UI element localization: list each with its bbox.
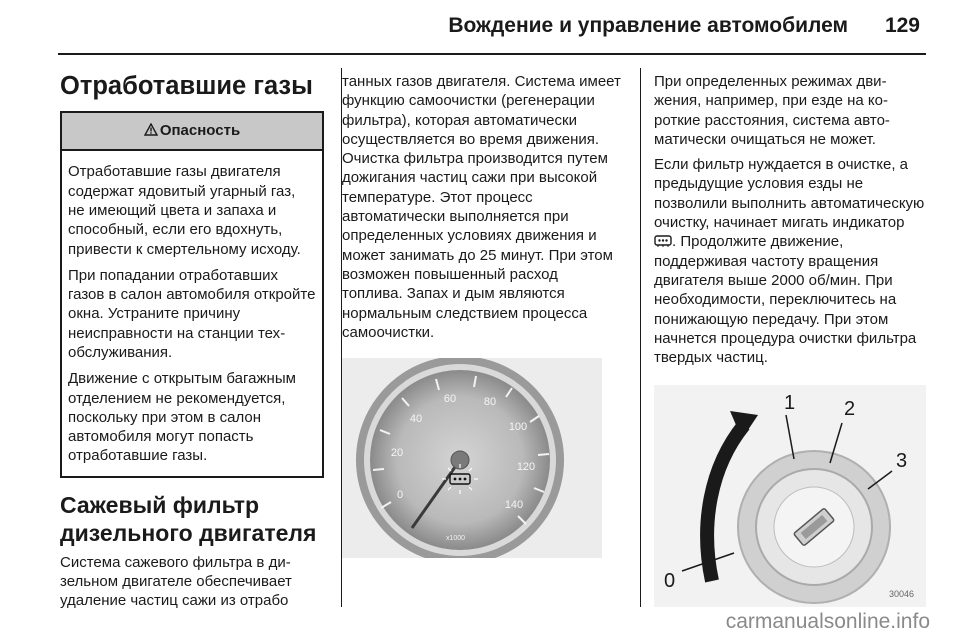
- column-3: [654, 72, 926, 607]
- gauge-tick-label: 100: [508, 421, 528, 434]
- watermark: carmanualsonline.info: [725, 610, 930, 633]
- body-text: Если фильтр нуждается в очистке, а предыдущие условия езды не позволили выполнить автоматическую очистку, начинает мигать индикатор: [654, 156, 925, 232]
- warning-triangle-icon: [144, 122, 158, 139]
- tachometer-illustration: [342, 358, 602, 558]
- danger-header: [62, 113, 322, 151]
- subsection-title: Сажевый фильтр дизельного двигателя: [60, 491, 317, 546]
- gauge-tick-label: 0: [396, 489, 404, 502]
- column-divider-2: [640, 68, 641, 607]
- danger-heading-label: Опасность: [159, 122, 241, 140]
- page-header-title: Вождение и управление автомобилем: [448, 14, 848, 37]
- danger-paragraph: При попадании отработавших газов в салон автомобиля откройте окна. Устраните причину неисправности на станции техобслуживания.: [68, 266, 316, 361]
- danger-paragraph: Движение с открытым багажным отделением не рекомендуется, поскольку при этом в салон автомобиля могут попасть отработавшие газы.: [68, 370, 296, 465]
- particle-filter-icon: [654, 233, 672, 250]
- tachometer-graphic: [342, 358, 602, 558]
- column-1: [60, 72, 324, 617]
- body-paragraph: танных газов двигателя. Система имеет функцию самоочистки (регенерации фильтра), которая автоматически осуществляется во время движения. Очистка фильтра производится путем дожигания частиц сажи при высокой температуре. Этот процесс автоматически выполняется при определенных условиях движения и может занимать до 25 минут. При этом возможен повышенный расход топлива. Запах и дым являются нормальным следствием процесса самоочистки.: [342, 73, 621, 341]
- ignition-switch-graphic: [654, 385, 926, 607]
- page-number: 129: [884, 14, 920, 37]
- position-label-0: 0: [664, 570, 676, 593]
- danger-box: [60, 111, 324, 477]
- gauge-tick-label: 140: [504, 499, 524, 512]
- body-paragraph: При определенных режимах движения, например, при езде на короткие расстояния, система автоматически очищаться не может.: [654, 73, 890, 148]
- section-title: Отработавшие газы: [60, 72, 313, 100]
- gauge-tick-label: 120: [516, 461, 536, 474]
- gauge-unit-label: x1000: [446, 535, 466, 543]
- header-rule: [58, 53, 926, 55]
- body-paragraph: [654, 155, 926, 367]
- body-paragraph: Система сажевого фильтра в дизельном двигателе обеспечивает удаление частиц сажи из отрабо: [60, 553, 292, 610]
- gauge-tick-label: 40: [409, 413, 423, 426]
- column-2: [342, 72, 622, 558]
- gauge-tick-label: 20: [390, 447, 404, 460]
- figure-number: 30046: [888, 589, 914, 600]
- position-label-1: 1: [784, 392, 796, 415]
- position-label-3: 3: [896, 450, 908, 473]
- danger-paragraph: Отработавшие газы двигателя содержат ядовитый угарный газ, не имеющий цвета и запаха и способный, если его вдохнуть, привести к смертельному исходу.: [68, 163, 301, 258]
- position-label-2: 2: [844, 398, 856, 421]
- ignition-switch-illustration: [654, 385, 926, 607]
- gauge-tick-label: 80: [483, 396, 497, 409]
- danger-body: [62, 151, 322, 475]
- body-text: . Продолжите движение, поддерживая частоту вращения двигателя выше 2000 об/мин. При необходимости, переключитесь на понижающую передачу. При этом начнется процедура очистки фильтра твердых частиц.: [654, 233, 917, 367]
- gauge-tick-label: 60: [443, 393, 457, 406]
